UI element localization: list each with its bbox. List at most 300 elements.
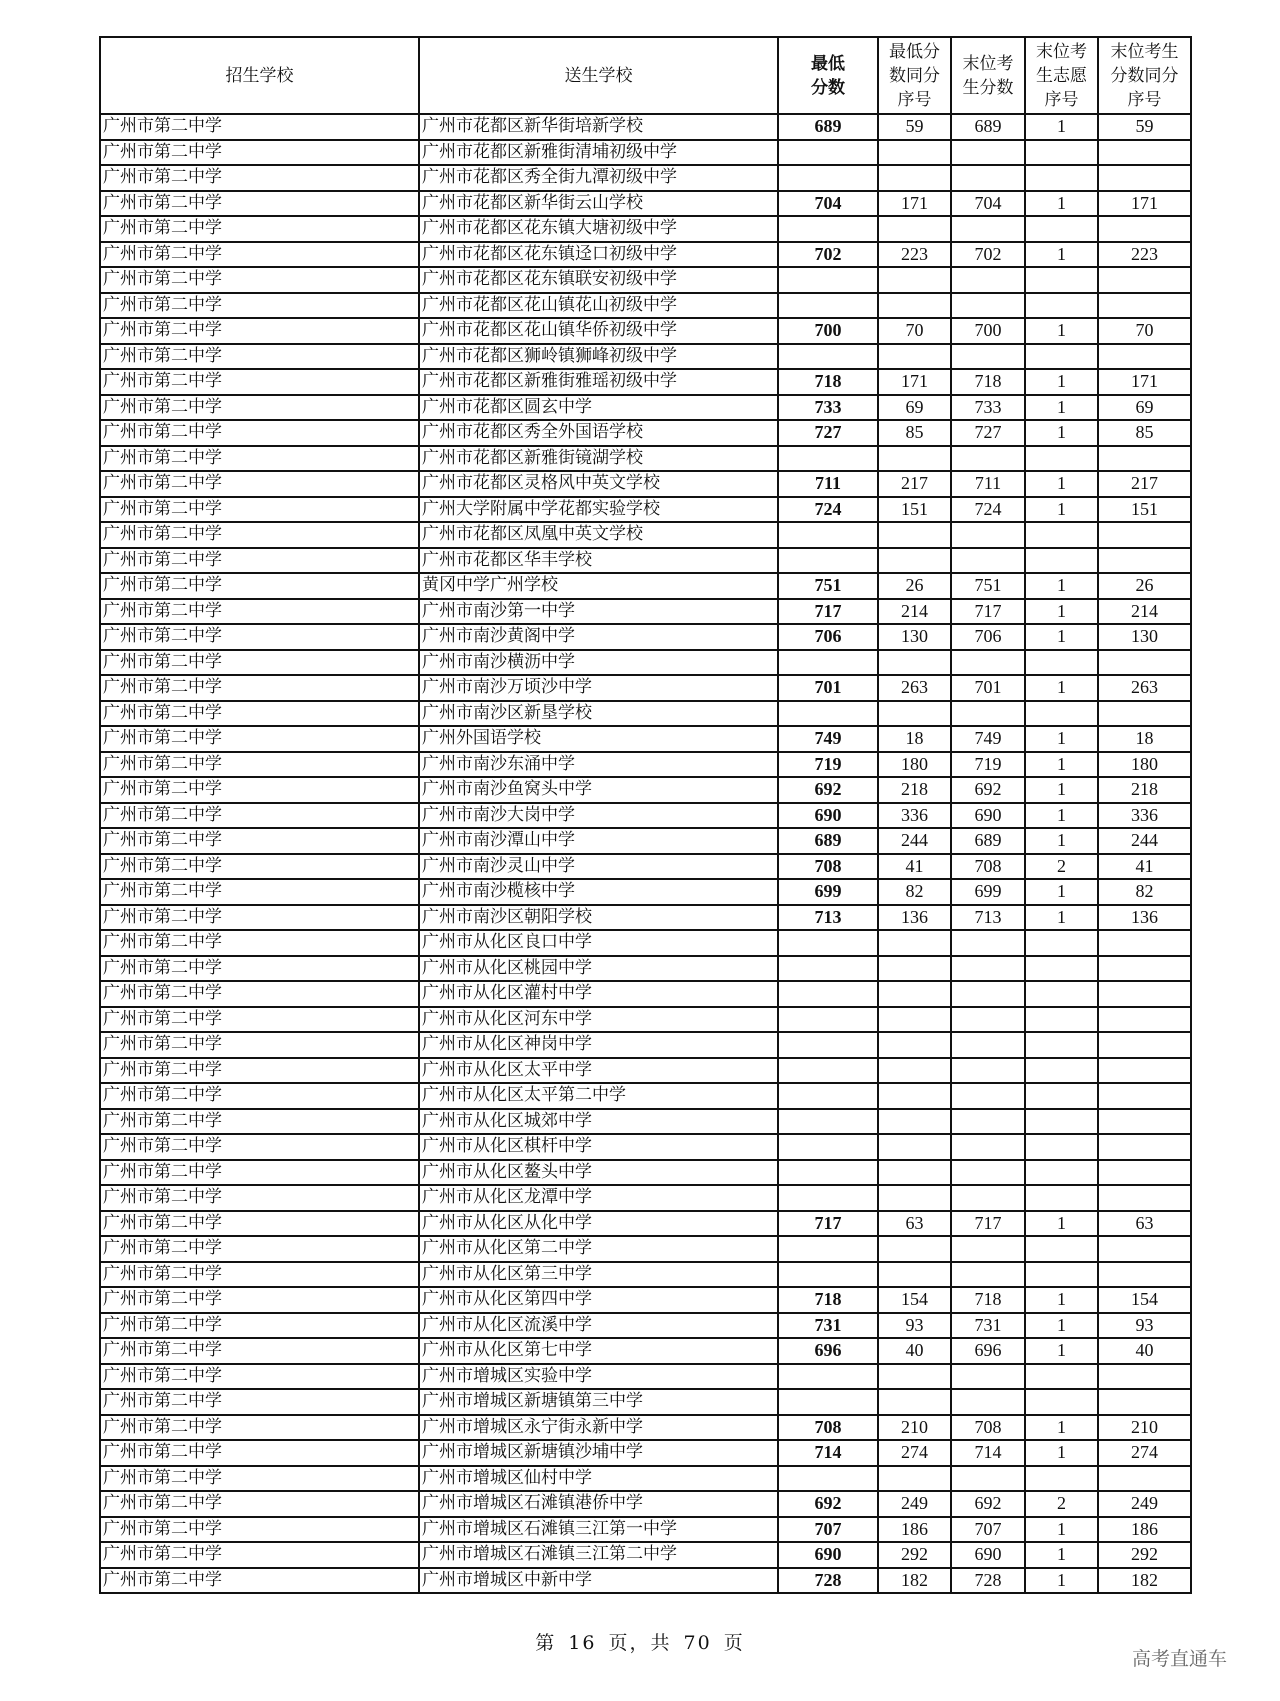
cell-sending-school: 广州市从化区流溪中学 [419, 1313, 778, 1339]
cell-last-choice [1025, 1389, 1098, 1415]
cell-recruiting-school: 广州市第二中学 [100, 828, 419, 854]
cell-min-score: 728 [778, 1568, 878, 1594]
cell-recruiting-school: 广州市第二中学 [100, 956, 419, 982]
cell-min-score [778, 701, 878, 727]
cell-recruiting-school: 广州市第二中学 [100, 624, 419, 650]
cell-recruiting-school: 广州市第二中学 [100, 1542, 419, 1568]
cell-last-score-rank: 40 [1098, 1338, 1191, 1364]
table-row [100, 471, 1191, 497]
cell-min-score: 690 [778, 803, 878, 829]
cell-sending-school: 广州市南沙黄阁中学 [419, 624, 778, 650]
cell-last-choice [1025, 293, 1098, 319]
cell-last-score [951, 1058, 1025, 1084]
table-row [100, 216, 1191, 242]
cell-sending-school: 广州市从化区第三中学 [419, 1262, 778, 1288]
cell-last-choice: 1 [1025, 497, 1098, 523]
cell-min-score-rank: 218 [878, 777, 951, 803]
cell-min-score: 724 [778, 497, 878, 523]
cell-sending-school: 广州市从化区龙潭中学 [419, 1185, 778, 1211]
cell-sending-school: 广州市增城区永宁街永新中学 [419, 1415, 778, 1441]
cell-last-score: 731 [951, 1313, 1025, 1339]
cell-min-score-rank [878, 446, 951, 472]
cell-last-choice [1025, 1109, 1098, 1135]
table-row [100, 1236, 1191, 1262]
cell-last-score-rank [1098, 701, 1191, 727]
cell-min-score: 707 [778, 1517, 878, 1543]
cell-min-score-rank: 274 [878, 1440, 951, 1466]
header-min-score-rank-text: 最低分数同分序号 [889, 41, 940, 110]
cell-last-choice: 1 [1025, 420, 1098, 446]
cell-min-score-rank [878, 1185, 951, 1211]
table-row [100, 420, 1191, 446]
cell-sending-school: 广州市花都区新华街云山学校 [419, 191, 778, 217]
cell-last-score-rank: 249 [1098, 1491, 1191, 1517]
cell-sending-school: 广州市花都区华丰学校 [419, 548, 778, 574]
cell-last-score: 699 [951, 879, 1025, 905]
cell-last-score-rank [1098, 1007, 1191, 1033]
cell-last-score-rank: 85 [1098, 420, 1191, 446]
cell-recruiting-school: 广州市第二中学 [100, 1083, 419, 1109]
cell-recruiting-school: 广州市第二中学 [100, 395, 419, 421]
cell-last-choice [1025, 1236, 1098, 1262]
cell-recruiting-school: 广州市第二中学 [100, 267, 419, 293]
cell-last-choice: 1 [1025, 726, 1098, 752]
cell-recruiting-school: 广州市第二中学 [100, 650, 419, 676]
cell-sending-school: 广州市南沙大岗中学 [419, 803, 778, 829]
cell-last-score [951, 1109, 1025, 1135]
cell-recruiting-school: 广州市第二中学 [100, 1389, 419, 1415]
table-row [100, 1364, 1191, 1390]
cell-last-score-rank: 171 [1098, 191, 1191, 217]
cell-min-score-rank [878, 1364, 951, 1390]
cell-min-score: 708 [778, 1415, 878, 1441]
cell-min-score: 692 [778, 777, 878, 803]
cell-last-score: 702 [951, 242, 1025, 268]
cell-recruiting-school: 广州市第二中学 [100, 905, 419, 931]
cell-last-choice [1025, 140, 1098, 166]
cell-last-score: 718 [951, 1287, 1025, 1313]
cell-last-score-rank [1098, 1083, 1191, 1109]
cell-min-score-rank: 40 [878, 1338, 951, 1364]
cell-min-score [778, 1032, 878, 1058]
cell-min-score-rank [878, 165, 951, 191]
cell-recruiting-school: 广州市第二中学 [100, 1007, 419, 1033]
cell-last-choice [1025, 446, 1098, 472]
cell-last-choice [1025, 522, 1098, 548]
cell-recruiting-school: 广州市第二中学 [100, 369, 419, 395]
cell-last-choice [1025, 1032, 1098, 1058]
cell-last-score-rank: 136 [1098, 905, 1191, 931]
cell-last-score-rank: 151 [1098, 497, 1191, 523]
cell-sending-school: 广州市从化区太平第二中学 [419, 1083, 778, 1109]
cell-recruiting-school: 广州市第二中学 [100, 1058, 419, 1084]
cell-recruiting-school: 广州市第二中学 [100, 1491, 419, 1517]
cell-recruiting-school: 广州市第二中学 [100, 1466, 419, 1492]
cell-sending-school: 广州市南沙灵山中学 [419, 854, 778, 880]
cell-min-score [778, 1058, 878, 1084]
cell-min-score: 692 [778, 1491, 878, 1517]
cell-last-score: 728 [951, 1568, 1025, 1594]
table-row [100, 1542, 1191, 1568]
cell-sending-school: 广州市花都区新雅街镜湖学校 [419, 446, 778, 472]
cell-last-score-rank [1098, 930, 1191, 956]
header-min-score [778, 37, 878, 114]
cell-min-score [778, 267, 878, 293]
header-last-score-rank-text: 末位考生分数同分序号 [1110, 41, 1179, 110]
cell-last-score [951, 446, 1025, 472]
cell-last-choice: 1 [1025, 573, 1098, 599]
table-row [100, 624, 1191, 650]
cell-last-score: 718 [951, 369, 1025, 395]
cell-min-score [778, 981, 878, 1007]
cell-min-score: 733 [778, 395, 878, 421]
cell-sending-school: 广州外国语学校 [419, 726, 778, 752]
cell-min-score [778, 650, 878, 676]
table-row [100, 1185, 1191, 1211]
cell-last-choice [1025, 216, 1098, 242]
cell-last-choice [1025, 1007, 1098, 1033]
table-row [100, 573, 1191, 599]
cell-recruiting-school: 广州市第二中学 [100, 1338, 419, 1364]
cell-min-score [778, 548, 878, 574]
cell-last-score [951, 1134, 1025, 1160]
table-row [100, 1568, 1191, 1594]
cell-sending-school: 广州市增城区仙村中学 [419, 1466, 778, 1492]
cell-last-choice: 1 [1025, 675, 1098, 701]
cell-last-score-rank [1098, 216, 1191, 242]
table-row [100, 1032, 1191, 1058]
cell-last-score-rank: 70 [1098, 318, 1191, 344]
cell-last-score [951, 216, 1025, 242]
table-row [100, 395, 1191, 421]
cell-recruiting-school: 广州市第二中学 [100, 930, 419, 956]
cell-last-choice [1025, 1083, 1098, 1109]
cell-recruiting-school: 广州市第二中学 [100, 777, 419, 803]
cell-last-score-rank [1098, 1185, 1191, 1211]
cell-sending-school: 广州市南沙榄核中学 [419, 879, 778, 905]
cell-last-choice [1025, 1185, 1098, 1211]
cell-last-score [951, 981, 1025, 1007]
cell-sending-school: 广州市从化区鳌头中学 [419, 1160, 778, 1186]
cell-sending-school: 广州市增城区新塘镇第三中学 [419, 1389, 778, 1415]
cell-last-score: 713 [951, 905, 1025, 931]
cell-recruiting-school: 广州市第二中学 [100, 165, 419, 191]
cell-last-score-rank: 210 [1098, 1415, 1191, 1441]
table-row [100, 905, 1191, 931]
table-row [100, 1134, 1191, 1160]
cell-min-score-rank [878, 1058, 951, 1084]
cell-sending-school: 广州市增城区石滩镇港侨中学 [419, 1491, 778, 1517]
cell-min-score-rank: 249 [878, 1491, 951, 1517]
cell-sending-school: 广州市从化区河东中学 [419, 1007, 778, 1033]
cell-recruiting-school: 广州市第二中学 [100, 752, 419, 778]
cell-sending-school: 广州市增城区实验中学 [419, 1364, 778, 1390]
cell-last-score [951, 1466, 1025, 1492]
cell-last-choice: 1 [1025, 1211, 1098, 1237]
cell-min-score-rank: 186 [878, 1517, 951, 1543]
cell-min-score: 718 [778, 1287, 878, 1313]
cell-min-score [778, 1160, 878, 1186]
cell-last-score-rank [1098, 446, 1191, 472]
cell-min-score: 718 [778, 369, 878, 395]
table-row [100, 854, 1191, 880]
cell-sending-school: 广州市花都区凤凰中英文学校 [419, 522, 778, 548]
cell-min-score: 706 [778, 624, 878, 650]
cell-min-score-rank [878, 1160, 951, 1186]
cell-min-score: 701 [778, 675, 878, 701]
cell-min-score: 731 [778, 1313, 878, 1339]
cell-last-score [951, 956, 1025, 982]
table-row [100, 1517, 1191, 1543]
cell-sending-school: 广州市花都区新华街培新学校 [419, 114, 778, 140]
cell-last-choice [1025, 267, 1098, 293]
cell-last-score [951, 1007, 1025, 1033]
cell-min-score-rank: 93 [878, 1313, 951, 1339]
table-row [100, 548, 1191, 574]
watermark: 高考直通车 [1132, 1648, 1228, 1670]
cell-last-score-rank: 182 [1098, 1568, 1191, 1594]
table-row [100, 828, 1191, 854]
cell-min-score: 749 [778, 726, 878, 752]
cell-sending-school: 广州市从化区第二中学 [419, 1236, 778, 1262]
table-row [100, 1338, 1191, 1364]
cell-recruiting-school: 广州市第二中学 [100, 318, 419, 344]
cell-sending-school: 黄冈中学广州学校 [419, 573, 778, 599]
table-row [100, 267, 1191, 293]
cell-last-score: 707 [951, 1517, 1025, 1543]
cell-min-score-rank: 210 [878, 1415, 951, 1441]
cell-min-score-rank: 223 [878, 242, 951, 268]
cell-recruiting-school: 广州市第二中学 [100, 191, 419, 217]
cell-sending-school: 广州市花都区花东镇大塘初级中学 [419, 216, 778, 242]
cell-min-score-rank: 171 [878, 369, 951, 395]
table-row [100, 114, 1191, 140]
cell-last-score-rank: 82 [1098, 879, 1191, 905]
cell-sending-school: 广州市花都区灵格风中英文学校 [419, 471, 778, 497]
cell-min-score-rank: 41 [878, 854, 951, 880]
table-row [100, 803, 1191, 829]
cell-last-score: 717 [951, 1211, 1025, 1237]
cell-min-score-rank [878, 701, 951, 727]
cell-min-score-rank: 82 [878, 879, 951, 905]
table-row [100, 293, 1191, 319]
cell-last-score: 724 [951, 497, 1025, 523]
cell-recruiting-school: 广州市第二中学 [100, 1134, 419, 1160]
cell-sending-school: 广州市南沙横沥中学 [419, 650, 778, 676]
cell-last-choice [1025, 344, 1098, 370]
cell-sending-school: 广州市花都区花东镇联安初级中学 [419, 267, 778, 293]
cell-last-score: 749 [951, 726, 1025, 752]
cell-recruiting-school: 广州市第二中学 [100, 1185, 419, 1211]
cell-recruiting-school: 广州市第二中学 [100, 726, 419, 752]
cell-recruiting-school: 广州市第二中学 [100, 879, 419, 905]
cell-last-score-rank [1098, 344, 1191, 370]
cell-last-choice: 1 [1025, 752, 1098, 778]
header-recruiting-school: 招生学校 [100, 37, 419, 114]
header-last-choice-text: 末位考生志愿序号 [1036, 41, 1087, 110]
cell-last-score-rank [1098, 956, 1191, 982]
cell-sending-school: 广州大学附属中学花都实验学校 [419, 497, 778, 523]
cell-min-score-rank: 180 [878, 752, 951, 778]
cell-last-choice: 1 [1025, 1542, 1098, 1568]
table-row [100, 1262, 1191, 1288]
cell-min-score: 717 [778, 599, 878, 625]
table-row [100, 752, 1191, 778]
cell-last-score [951, 1236, 1025, 1262]
cell-last-score-rank: 41 [1098, 854, 1191, 880]
cell-last-choice: 1 [1025, 1415, 1098, 1441]
cell-min-score-rank: 292 [878, 1542, 951, 1568]
cell-min-score: 704 [778, 191, 878, 217]
cell-sending-school: 广州市花都区圆玄中学 [419, 395, 778, 421]
cell-last-score-rank [1098, 267, 1191, 293]
cell-recruiting-school: 广州市第二中学 [100, 803, 419, 829]
table-row [100, 1466, 1191, 1492]
cell-last-score [951, 548, 1025, 574]
cell-last-choice [1025, 701, 1098, 727]
cell-min-score-rank [878, 930, 951, 956]
cell-min-score-rank: 217 [878, 471, 951, 497]
cell-recruiting-school: 广州市第二中学 [100, 701, 419, 727]
cell-min-score-rank [878, 650, 951, 676]
cell-last-score-rank: 93 [1098, 1313, 1191, 1339]
cell-min-score-rank [878, 1083, 951, 1109]
cell-last-score: 690 [951, 803, 1025, 829]
cell-sending-school: 广州市花都区秀全外国语学校 [419, 420, 778, 446]
cell-last-choice: 1 [1025, 1517, 1098, 1543]
cell-last-choice [1025, 1134, 1098, 1160]
cell-last-score: 701 [951, 675, 1025, 701]
cell-sending-school: 广州市从化区从化中学 [419, 1211, 778, 1237]
cell-last-choice [1025, 1058, 1098, 1084]
cell-min-score: 689 [778, 828, 878, 854]
cell-min-score [778, 1109, 878, 1135]
cell-min-score: 702 [778, 242, 878, 268]
page-number: 第 16 页，共 70 页 [535, 1632, 745, 1654]
table-header-row [100, 37, 1191, 114]
header-last-choice [1025, 37, 1098, 114]
cell-min-score [778, 930, 878, 956]
cell-recruiting-school: 广州市第二中学 [100, 497, 419, 523]
cell-min-score-rank [878, 522, 951, 548]
cell-last-score-rank [1098, 1134, 1191, 1160]
table-row [100, 650, 1191, 676]
cell-recruiting-school: 广州市第二中学 [100, 1262, 419, 1288]
cell-recruiting-school: 广州市第二中学 [100, 471, 419, 497]
cell-min-score: 711 [778, 471, 878, 497]
cell-last-choice: 2 [1025, 854, 1098, 880]
cell-min-score: 689 [778, 114, 878, 140]
cell-recruiting-school: 广州市第二中学 [100, 675, 419, 701]
table-row [100, 1287, 1191, 1313]
cell-min-score [778, 293, 878, 319]
cell-last-choice [1025, 548, 1098, 574]
cell-last-choice: 1 [1025, 879, 1098, 905]
cell-last-choice [1025, 1364, 1098, 1390]
cell-recruiting-school: 广州市第二中学 [100, 522, 419, 548]
cell-last-choice: 1 [1025, 828, 1098, 854]
table-row [100, 675, 1191, 701]
cell-last-score-rank [1098, 1364, 1191, 1390]
cell-last-score [951, 293, 1025, 319]
table-row [100, 1007, 1191, 1033]
cell-last-score [951, 267, 1025, 293]
cell-last-score-rank [1098, 1389, 1191, 1415]
cell-min-score [778, 1185, 878, 1211]
cell-min-score-rank: 151 [878, 497, 951, 523]
cell-sending-school: 广州市增城区石滩镇三江第二中学 [419, 1542, 778, 1568]
cell-last-choice: 1 [1025, 1338, 1098, 1364]
cell-min-score-rank [878, 293, 951, 319]
cell-min-score-rank: 85 [878, 420, 951, 446]
cell-last-score: 717 [951, 599, 1025, 625]
cell-last-score-rank [1098, 1058, 1191, 1084]
cell-recruiting-school: 广州市第二中学 [100, 1032, 419, 1058]
cell-min-score: 699 [778, 879, 878, 905]
cell-sending-school: 广州市花都区新雅街清埔初级中学 [419, 140, 778, 166]
cell-last-score [951, 522, 1025, 548]
table-row [100, 242, 1191, 268]
cell-min-score [778, 1466, 878, 1492]
cell-sending-school: 广州市从化区第七中学 [419, 1338, 778, 1364]
cell-last-choice: 1 [1025, 1287, 1098, 1313]
cell-recruiting-school: 广州市第二中学 [100, 1568, 419, 1594]
cell-last-score-rank [1098, 650, 1191, 676]
cell-min-score [778, 344, 878, 370]
cell-min-score: 714 [778, 1440, 878, 1466]
cell-last-score-rank: 18 [1098, 726, 1191, 752]
cell-min-score [778, 165, 878, 191]
cell-last-choice: 1 [1025, 395, 1098, 421]
cell-last-score-rank: 217 [1098, 471, 1191, 497]
table-row [100, 1058, 1191, 1084]
cell-last-choice: 1 [1025, 624, 1098, 650]
cell-min-score: 708 [778, 854, 878, 880]
cell-min-score: 713 [778, 905, 878, 931]
cell-recruiting-school: 广州市第二中学 [100, 1415, 419, 1441]
cell-min-score-rank: 70 [878, 318, 951, 344]
cell-min-score [778, 1389, 878, 1415]
cell-last-score-rank [1098, 522, 1191, 548]
table-row [100, 726, 1191, 752]
cell-last-score: 727 [951, 420, 1025, 446]
cell-min-score-rank: 263 [878, 675, 951, 701]
cell-last-score-rank: 336 [1098, 803, 1191, 829]
cell-last-score-rank: 223 [1098, 242, 1191, 268]
cell-recruiting-school: 广州市第二中学 [100, 1287, 419, 1313]
cell-last-choice [1025, 650, 1098, 676]
table-row [100, 1211, 1191, 1237]
cell-last-choice [1025, 1466, 1098, 1492]
cell-last-choice: 1 [1025, 777, 1098, 803]
cell-last-choice [1025, 1160, 1098, 1186]
cell-sending-school: 广州市花都区花山镇华侨初级中学 [419, 318, 778, 344]
cell-min-score-rank [878, 344, 951, 370]
cell-sending-school: 广州市花都区狮岭镇狮峰初级中学 [419, 344, 778, 370]
cell-last-score-rank: 63 [1098, 1211, 1191, 1237]
cell-last-choice [1025, 1262, 1098, 1288]
cell-min-score: 696 [778, 1338, 878, 1364]
cell-recruiting-school: 广州市第二中学 [100, 293, 419, 319]
table-row [100, 318, 1191, 344]
cell-last-score: 704 [951, 191, 1025, 217]
cell-min-score-rank: 130 [878, 624, 951, 650]
cell-min-score-rank [878, 981, 951, 1007]
table-row [100, 1313, 1191, 1339]
cell-last-score [951, 1364, 1025, 1390]
cell-min-score-rank [878, 956, 951, 982]
cell-sending-school: 广州市南沙东涌中学 [419, 752, 778, 778]
